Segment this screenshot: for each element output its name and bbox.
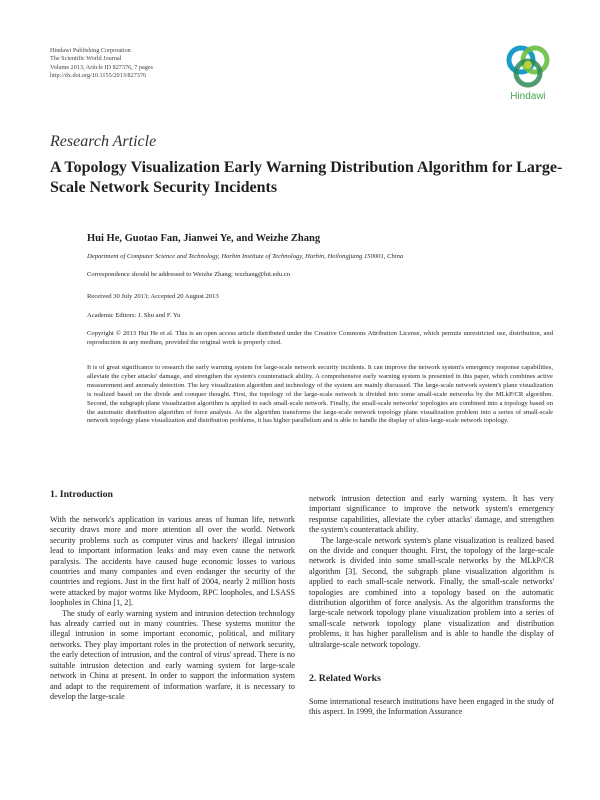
- publisher-name: Hindawi Publishing Corporation: [50, 47, 131, 54]
- doi-link[interactable]: http://dx.doi.org/10.1155/2013/827376: [50, 72, 147, 80]
- right-column: [309, 494, 554, 650]
- intro-paragraph-2: The study of early warning system and intrusion detection technology has already carried out in many countries. These systems monitor the illegal intrusion in some important economic, political, and military networks. They play important roles in the protection of network security, the early detection of intrusion, and the control of virus' spread. There is no suitable intrusion detection and early warning system for large-scale network in China at present. In order to support the information system and adapt to the requirement of information warfare, it is necessary to develop the large-scale: [50, 608, 295, 701]
- article-title: A Topology Visualization Early Warning Distribution Algorithm for Large-Scale Network Security Incidents: [50, 159, 563, 196]
- correspondence: Correspondence should be addressed to Weizhe Zhang; wzzhang@hit.edu.cn: [87, 271, 290, 278]
- hindawi-logo: [496, 44, 560, 106]
- academic-editors: Academic Editors: J. Shu and F. Yu: [87, 312, 181, 319]
- hindawi-rings-icon: [503, 44, 553, 90]
- left-column: [50, 515, 295, 702]
- author-list: Hui He, Guotao Fan, Jianwei Ye, and Weizhe Zhang: [87, 233, 321, 244]
- volume-info: Volume 2013, Article ID 827376, 7 pages: [50, 63, 153, 71]
- copyright-notice: Copyright © 2013 Hui He et al. This is an open access article distributed under the Creative Commons Attribution License, which permits unrestricted use, distribution, and reproduction in any medium, provided the original work is properly cited.: [87, 330, 553, 346]
- abstract: It is of great significance to research the early warning system for large-scale network security incidents. It can improve the network system's emergency response capabilities, alleviate the cyber attacks' damage, and strengthen the system's counterattack ability. A comprehensive early warning system is presented in this paper, which combines active measurement and anomaly detection. The key visualization algorithm and technology of the system are mainly discussed. The large-scale network system's plane visualization is realized based on the divide and conquer thought. First, the topology of the large-scale network is divided into some small-scale networks by the MLkP/CR algorithm. Second, the subgraph plane visualization algorithm is applied to each small-scale network. Finally, the small-scale networks' topologies are combined into a topology based on the automatic distribution algorithm of force analysis. As the algorithm transforms the large-scale network topology plane visualization problem into a series of small-scale network topology plane visualization and distribution problems, it has higher parallelism and is able to handle the display of ultra-large-scale network topology.: [87, 364, 553, 425]
- intro-paragraph-3: network intrusion detection and early warning system. It has very important significance to improve the network system's emergency response capabilities, alleviate the cyber attacks' damage, and strengthen the system's counterattack ability.: [309, 494, 554, 535]
- related-works-column: [309, 697, 554, 718]
- publication-info: [50, 47, 153, 81]
- section-heading-introduction: 1. Introduction: [50, 489, 113, 500]
- affiliation: Department of Computer Science and Technology, Harbin Institute of Technology, Harbin, Heilongjiang 150001, China: [87, 253, 404, 260]
- related-paragraph-1: Some international research institutions have been engaged in the study of this aspect. In 1999, the Information Assurance: [309, 697, 554, 717]
- intro-paragraph-4: The large-scale network system's plane visualization is realized based on the divide and conquer thought. First, the topology of the large-scale network is divided into some small-scale networks by the MLkP/CR algorithm [3]. Second, the subgraph plane visualization algorithm is applied to each small-scale network. Finally, the small-scale networks' topologies are combined into a topology based on the automatic distribution algorithm of force analysis. As the algorithm transforms the large-scale network topology plane visualization problem into a series of small-scale network topology plane visualization and distribution problems, it has higher parallelism and is able to handle the display of ultralarge-scale network topology.: [309, 535, 554, 649]
- section-heading-related-works: 2. Related Works: [309, 673, 381, 684]
- intro-paragraph-1: With the network's application in various areas of human life, network security draws more and more attention all over the world. Network security problems such as computer virus and hackers' illegal intrusion lead to important information leaks and may even cause the network paralysis. The accidents have caused huge economic losses to various countries and many companies and even endanger the security of the countries and regions. Just in the first half of 2004, nearly 2 million hosts were attacked by major worms like Mydoom, RPC loopholes, and LSASS loopholes in China [1, 2].: [50, 515, 295, 608]
- article-type: Research Article: [50, 133, 157, 150]
- received-dates: Received 30 July 2013; Accepted 20 August 2013: [87, 293, 219, 300]
- logo-text: Hindawi: [510, 91, 546, 102]
- journal-name: The Scientific World Journal: [50, 55, 122, 63]
